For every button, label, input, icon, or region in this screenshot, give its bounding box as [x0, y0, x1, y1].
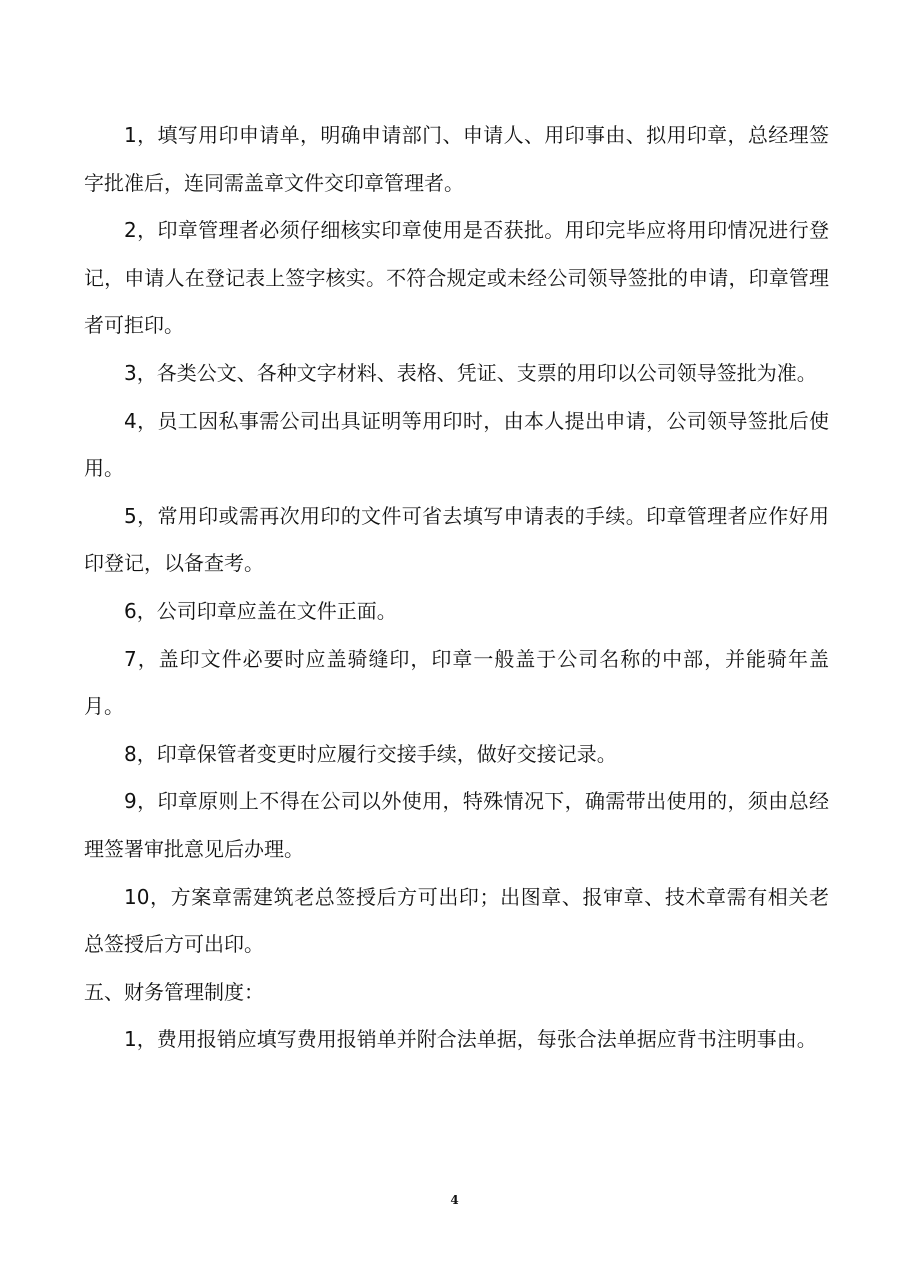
paragraph-seal-rule-2: 2，印章管理者必须仔细核实印章使用是否获批。用印完毕应将用印情况进行登记，申请人在登记表上签字核实。不符合规定或未经公司领导签批的申请，印章管理者可拒印。 [84, 218, 829, 338]
paragraph-seal-rule-1: 1，填写用印申请单，明确申请部门、申请人、用印事由、拟用印章，总经理签字批准后，连同需盖章文件交印章管理者。 [84, 123, 829, 195]
paragraph-seal-rule-3: 3，各类公文、各种文字材料、表格、凭证、支票的用印以公司领导签批为准。 [124, 360, 817, 385]
paragraph-finance-rule-1: 1，费用报销应填写费用报销单并附合法单据，每张合法单据应背书注明事由。 [124, 1027, 817, 1052]
page-number: 4 [450, 1193, 459, 1207]
paragraph-seal-rule-5: 5，常用印或需再次用印的文件可省去填写申请表的手续。印章管理者应作好用印登记，以备查考。 [84, 503, 829, 576]
paragraph-seal-rule-10: 10，方案章需建筑老总签授后方可出印；出图章、报审章、技术章需有相关老总签授后方可出印。 [84, 884, 829, 957]
paragraph-seal-rule-8: 8，印章保管者变更时应履行交接手续，做好交接记录。 [124, 741, 617, 766]
document-body [84, 112, 829, 1064]
paragraph-seal-rule-9: 9，印章原则上不得在公司以外使用，特殊情况下，确需带出使用的，须由总经理签署审批意见后办理。 [84, 789, 829, 861]
paragraph-seal-rule-7: 7，盖印文件必要时应盖骑缝印，印章一般盖于公司名称的中部，并能骑年盖月。 [84, 646, 829, 719]
paragraph-seal-rule-4: 4，员工因私事需公司出具证明等用印时，由本人提出申请，公司领导签批后使用。 [84, 408, 829, 481]
paragraph-seal-rule-6: 6，公司印章应盖在文件正面。 [124, 598, 397, 623]
section-heading-finance: 五、财务管理制度： [84, 979, 264, 1004]
